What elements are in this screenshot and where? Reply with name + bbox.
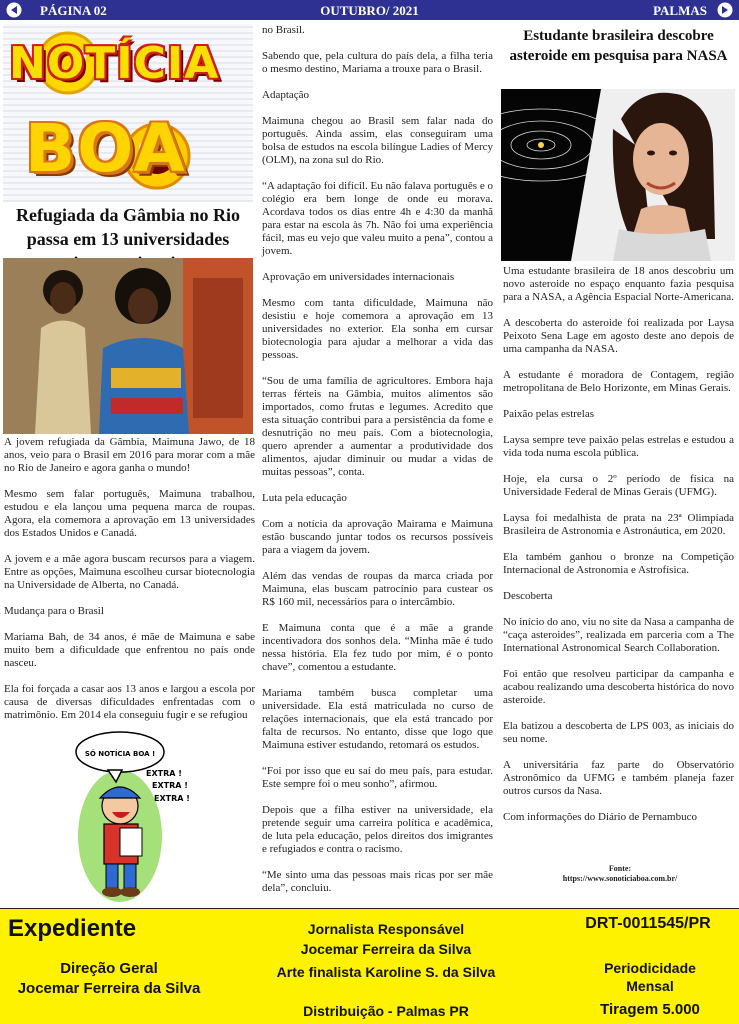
tiragem: Tiragem 5.000 — [600, 1001, 700, 1018]
paragraph: E Maimuna conta que é a mãe a grande incentivadora dos sonhos dela. “Minha mãe é tudo nessa história. Ela fez tudo por mim, é o ponto chave”, comentou a estudante. — [262, 622, 493, 673]
direcao-label: Direção Geral — [60, 960, 158, 977]
city-name: PALMAS — [653, 3, 707, 18]
paragraph: Ela também ganhou o bronze na Competição Internacional de Astronomia e Astrofísica. — [503, 551, 734, 576]
paragraph: Depois que a filha estiver na universidade, ela pretende seguir uma carreira política e acadêmica, de luta pela educação, pelos direitos dos imigrantes e refugiados e contra o racismo. — [262, 804, 493, 855]
periodicidade-value: Mensal — [626, 978, 674, 994]
student-photo — [501, 89, 735, 261]
paragraph: A jovem e a mãe agora buscam recursos para a viagem. Entre as opções, Maimuna escolheu cursar biotecnologia na Universidade de Alberta, no Canadá. — [4, 553, 255, 591]
periodicidade-label: Periodicidade — [604, 960, 696, 976]
extra-shout-3: EXTRA ! — [154, 794, 190, 803]
paragraph: A jovem refugiada da Gâmbia, Maimuna Jawo, de 18 anos, veio para o Brasil em 2016 para morar com a mãe no Rio de Janeiro e agora ganha o mundo! — [4, 436, 255, 474]
paragraph: Mariama também busca completar uma universidade. Ela está matriculada no curso de relações internacionais, que ela está trancado por falta de recursos. No entanto, disse que logo que Maimuna estiver estudando, retomará os estudos. — [262, 687, 493, 751]
source-label: Fonte: — [608, 864, 632, 873]
paragraph: no Brasil. — [262, 24, 305, 36]
paragraph: A universitária faz parte do Observatório Astronômico da UFMG e também planeja fazer outros cursos da Nasa. — [503, 759, 734, 797]
distribuicao: Distribuição - Palmas PR — [303, 1003, 469, 1019]
article2-title: Estudante brasileira descobre asteroide em pesquisa para NASA — [509, 28, 728, 64]
paragraph: A estudante é moradora de Contagem, região metropolitana de Belo Horizonte, em Minas Gerais. — [503, 369, 734, 394]
paragraph: “Me sinto uma das pessoas mais ricas por ser mãe dela”, concluiu. — [262, 869, 493, 894]
paragraph: Mesmo sem falar português, Maimuna trabalhou, estudou e ela lançou uma pequena marca de roupas. Agora, ela comemora a aprovação em 13 universidades dos Estados Unidos e Canadá. — [4, 488, 255, 539]
direcao-geral — [4, 959, 214, 999]
section-heading: Aprovação em universidades internacionais — [262, 271, 455, 283]
paragraph: Mesmo com tanta dificuldade, Maimuna não desistiu e hoje comemora a aprovação em 13 universidades no exterior. Ela sonha em cursar biotecnologia para ajudar a melhorar a vida das pessoas. — [262, 297, 493, 361]
paragraph: Sabendo que, pela cultura do país dela, a filha teria o mesmo destino, Mariama a trouxe para o Brasil. — [262, 50, 493, 75]
article1-column2 — [262, 24, 493, 908]
paragraph: Hoje, ela cursa o 2º período de física na Universidade Federal de Minas Gerais (UFMG). — [503, 473, 734, 498]
logo-word-noticia: NOTÍCIA — [9, 38, 220, 89]
section-heading: Adaptação — [262, 89, 310, 101]
paragraph: Uma estudante brasileira de 18 anos descobriu um novo asteroide no espaço enquanto fazia pesquisa para a NASA, a Agência Espacial Norte-Americana. — [503, 265, 734, 303]
page-number: PÁGINA 02 — [40, 3, 107, 18]
paragraph: Além das vendas de roupas da marca criada por Maimuna, elas buscam patrocínio para custear os R$ 160 mil, necessários para o intercâmbio. — [262, 570, 493, 608]
paragraph: Maimuna chegou ao Brasil sem falar nada do português. Ainda assim, elas conseguiram uma bolsa de estudos na escola bilíngue Ladies of Mercy (OLM), na zona sul do Rio. — [262, 115, 493, 166]
source-credit — [540, 864, 700, 884]
jornalista-name: Jocemar Ferreira da Silva — [300, 941, 472, 957]
section-heading: Descoberta — [503, 590, 553, 602]
paragraph: Com a notícia da aprovação Mairama e Maimuna estão buscando juntar todos os recursos possíveis para a viagem da jovem. — [262, 518, 493, 556]
drt-number: DRT-0011545/PR — [585, 915, 711, 932]
paragraph: Foi então que resolveu participar da campanha e acabou realizando uma descoberta histórica do novo asteroide. — [503, 668, 734, 706]
section-heading: Luta pela educação — [262, 492, 347, 504]
paragraph: A descoberta do asteroide foi realizada por Laysa Peixoto Sena Lage em agosto deste ano depois de uma campanha da NASA. — [503, 317, 734, 355]
jornalista-label: Jornalista Responsável — [307, 921, 465, 937]
paragraph: “Foi por isso que eu saí do meu país, para estudar. Este sempre foi o meu sonho”, afirmou. — [262, 765, 493, 790]
noticia-boa-logo — [3, 24, 253, 202]
expediente-footer — [0, 908, 739, 1024]
section-heading: Mudança para o Brasil — [4, 605, 104, 617]
newsboy-mascot — [68, 724, 198, 904]
extra-shout-1: EXTRA ! — [146, 769, 182, 778]
logo-word-boa: BOA — [25, 110, 187, 187]
paragraph: Com informações do Diário de Pernambuco — [503, 811, 697, 823]
article-headline: Refugiada da Gâmbia no Rio passa em 13 universidades — [15, 205, 241, 249]
paragraph: “Sou de uma família de agricultores. Embora haja terras férteis na Gâmbia, muitos alimentos são importados, como frutas e legumes. Acredito que esta situação contribui para a persistência da fome e desnutrição no meu país. Com a biotecnologia, quero aprender a aumentar a produtividade dos alimentos, ajudar diminuir ou mudar a vidas de muitas pessoas”, conta. — [262, 375, 493, 478]
periodicidade — [570, 959, 730, 995]
paragraph: Laysa sempre teve paixão pelas estrelas e estudou a vida toda numa escola pública. — [503, 434, 734, 459]
issue-date: OUTUBRO/ 2021 — [320, 3, 419, 18]
refugee-photo — [3, 258, 253, 434]
paragraph: Ela batizou a descoberta de LPS 003, as iniciais do seu nome. — [503, 720, 734, 745]
paragraph: No início do ano, viu no site da Nasa a campanha de “caça asteroides”, realizada em parceria com a The International Astronomical Search Collaboration. — [503, 616, 734, 654]
arte-finalista: Arte finalista Karoline S. da Silva — [276, 964, 496, 980]
header-bar — [0, 0, 739, 20]
extra-shout-2: EXTRA ! — [152, 781, 188, 790]
paragraph: Mariama Bah, de 34 anos, é mãe de Maimuna e sabe muito bem a dificuldade que enfrentou no país onde nasceu. — [4, 631, 255, 669]
speech-bubble-text: SÓ NOTÍCIA BOA ! — [84, 750, 156, 758]
jornalista-responsavel — [268, 919, 504, 959]
paragraph: Laysa foi medalhista de prata na 23ª Olimpíada Brasileira de Astronomia e Astronáutica, em 2020. — [503, 512, 734, 537]
paragraph: “A adaptação foi difícil. Eu não falava português e o colégio era bem longe de onde eu morava. Acordava todos os dias entre 4h e 4:30 da manhã para estar na escola às 7h. Não foi uma experiência fácil, mas eu vejo que valeu muito a pena”, contou a jovem. — [262, 180, 493, 257]
expediente-title: Expediente — [8, 915, 137, 942]
article2-column — [503, 265, 734, 837]
arrow-right-icon — [717, 2, 733, 18]
source-url[interactable]: https://www.sonoticiaboa.com.br/ — [562, 874, 678, 883]
direcao-name: Jocemar Ferreira da Silva — [17, 980, 201, 997]
article1-column1 — [4, 436, 255, 735]
section-heading: Paixão pelas estrelas — [503, 408, 595, 420]
paragraph: Ela foi forçada a casar aos 13 anos e largou a escola por causa de diversas dificuldades enfrentadas com o matrimônio. Em 2014 ela conseguiu fugir e se refugiou — [4, 683, 255, 721]
